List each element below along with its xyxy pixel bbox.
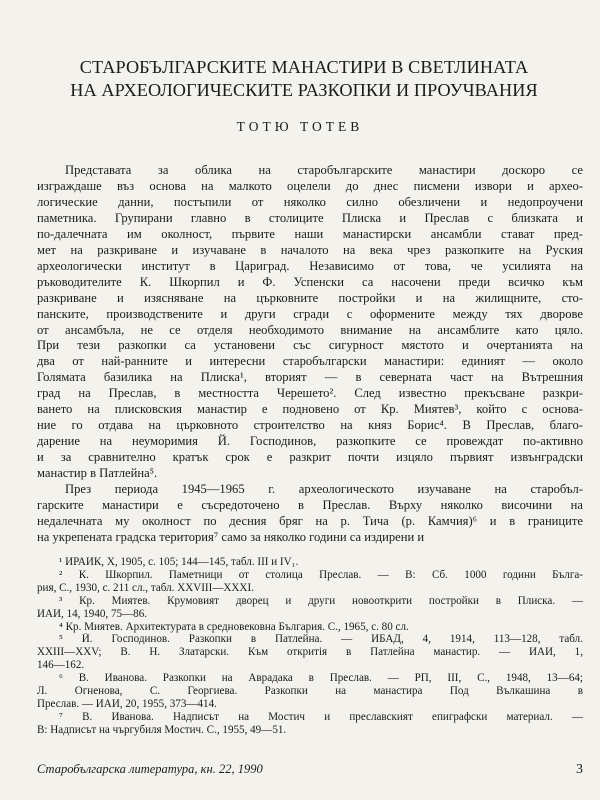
body-line: недалечната му околност по десния бряг на р. Тича (р. Камчия)⁶ и в границите (37, 513, 583, 528)
body-line: При тези разкопки са установени със сигурност мястото и очертанията на (37, 338, 583, 353)
body-line: панските, производствените и други сгради с оформените между тях дворове (37, 306, 583, 321)
body-line: дарение на неуморимия Й. Господинов, разкопките се провеждат по-активно (37, 434, 583, 449)
body-line: град на Преслав, в местността Черешето². След известно прекъсване разкри- (37, 386, 583, 401)
body-line: разкриване и изясняване на църковните постройки и на жилищните, сто- (37, 290, 583, 305)
footnote-line: ² К. Шкорпил. Паметници от столица Преслав. — В: Сб. 1000 години Бълга- (59, 568, 583, 581)
body-line: изграждаше въз основа на малкото оцелели до днес писмени извори и архео- (37, 178, 583, 193)
footnote-line: рия, С., 1930, с. 211 сл., табл. XXVIII—XXXI. (37, 581, 254, 594)
article-title (8, 56, 600, 102)
body-line: и за сравнително кратък срок е разкрит почти изцяло първият извънградски (37, 450, 583, 465)
page-footer (37, 762, 583, 777)
body-line: паметника. Групирани главно в столиците Плиска и Преслав с близката и (37, 210, 583, 225)
footnote-line: ⁷ В. Иванова. Надписът на Мостич и преславският епиграфски материал. — (59, 710, 583, 723)
footnote-line: ³ Кр. Миятев. Крумовият дворец и други новооткрити постройки в Плиска. — (59, 594, 583, 607)
footnote-line: ¹ ИРАИК, X, 1905, с. 105; 144—145, табл. III и IV₁. (59, 556, 299, 568)
body-line: археологически институт в Цариград. Независимо от това, че усилията на (37, 258, 583, 273)
title-line: НА АРХЕОЛОГИЧЕСКИТЕ РАЗКОПКИ И ПРОУЧВАНИЯ (70, 80, 538, 100)
body-line: логические данни, постъпили от няколко силно обезличени и недопроучени (37, 194, 583, 209)
page-number: 3 (576, 762, 583, 777)
body-line: по-далечната им околност, първите наши манастирски ансамбли стават пред- (37, 226, 583, 241)
footnote-line: ИАИ, 14, 1940, 75—86. (37, 607, 148, 620)
title-line: СТАРОБЪЛГАРСКИТЕ МАНАСТИРИ В СВЕТЛИНАТА (79, 57, 529, 77)
body-line: Представата за облика на старобългарските манастири доскоро се (65, 163, 583, 177)
body-line: манастир в Патлейна⁵. (37, 466, 158, 481)
article-body (37, 163, 583, 546)
body-line: на укрепената градска територия⁷ само за няколко години са издирени и (37, 529, 425, 544)
body-line: ръководителите К. Шкорпил и Ф. Успенски са насочени преди всичко към (37, 274, 583, 289)
body-line: два от най-ранните и интересни старобългарски манастири: единият — около (37, 354, 583, 369)
body-line: ние го отдава на църковното строителство на княз Борис⁴. В Преслав, благо- (37, 418, 583, 433)
footnote-line: XXIII—XXV; В. Н. Златарски. Към откритія в Патлейна манастир. — ИАИ, 1, (37, 646, 583, 659)
body-line: През периода 1945—1965 г. археологическото изучаване на старобъл- (65, 482, 583, 497)
footnote-line: Л. Огнeнова, С. Георгиева. Разкопки на манастира Под Вълкашина в (37, 685, 583, 698)
body-line: гарските манастири е съсредоточено в Преслав. Върху няколко височини на (37, 498, 583, 513)
body-line: мет на разкриване и изучаване в началото на века чрез разкопките на Руския (37, 242, 583, 257)
footnotes (37, 556, 583, 737)
footnote-line: В: Надписът на чъргубиля Мостич. С., 1955, 49—51. (37, 723, 287, 736)
footnote-line: ⁴ Кр. Миятев. Архитектурата в средновековна България. С., 1965, с. 80 сл. (59, 620, 409, 633)
body-line: от ансамбъла, не се отделя необходимото внимание на ансамблите като цяло. (37, 322, 583, 337)
footnote-line: Преслав. — ИАИ, 20, 1955, 373—414. (37, 697, 217, 710)
footnote-line: 146—162. (37, 659, 85, 672)
body-line: ването на плисковския манастир е подновено от Кр. Миятев³, който с основа- (37, 402, 583, 417)
body-line: Голямата базилика на Плиска¹, вторият — в северната част на Вътрешния (37, 370, 583, 385)
article-author: ТОТЮ ТОТЕВ (236, 119, 364, 134)
journal-citation: Старобългарска литература, кн. 22, 1990 (37, 762, 263, 776)
footnote-line: ⁵ Й. Господинов. Разкопки в Патлейна. — ИБАД, 4, 1914, 113—128, табл. (59, 633, 583, 646)
footnote-line: ⁶ В. Иванова. Разкопки на Аврадака в Преслав. — РП, III, С., 1948, 13—64; (59, 672, 583, 685)
